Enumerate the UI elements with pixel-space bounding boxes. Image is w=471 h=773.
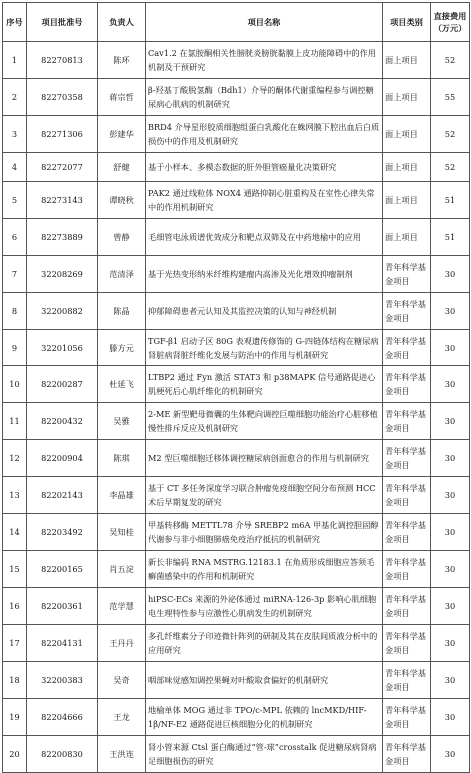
cell-title: TGF-β1 启动子区 80G 表观遗传修饰的 G-四链体结构在糖尿病肾脏病肾脏纤维化发展与防治中的作用与机制研究 [146,330,383,366]
cell-title: 基于小样本、多模态数据的肝外胆管癌量化决策研究 [146,153,383,182]
cell-category: 面上项目 [383,153,431,182]
cell-category: 面上项目 [383,182,431,219]
cell-title: 地榆单体 MOG 通过非 TPO/c-MPL 依赖的 lncMKD/HIF-1β/NF-E2 通路促进巨核细胞分化的机制研究 [146,699,383,736]
cell-approval-no: 82200432 [27,403,98,440]
cell-seq: 14 [3,514,27,551]
cell-seq: 10 [3,366,27,403]
cell-category: 面上项目 [383,219,431,256]
table-row [3,588,470,625]
cell-funding: 30 [431,699,470,736]
cell-approval-no: 32201056 [27,330,98,366]
cell-category: 青年科学基金项目 [383,625,431,662]
cell-seq: 3 [3,116,27,153]
table-row [3,440,470,477]
cell-leader: 范清泽 [98,256,146,293]
cell-category: 青年科学基金项目 [383,330,431,366]
cell-funding: 51 [431,219,470,256]
cell-approval-no: 82200361 [27,588,98,625]
cell-leader: 滕方元 [98,330,146,366]
cell-funding: 30 [431,625,470,662]
cell-title: M2 型巨噬细胞迁移体调控糖尿病创面愈合的作用与机制研究 [146,440,383,477]
cell-leader: 吴雅 [98,403,146,440]
cell-title: BRD4 介导星形胶质细胞组蛋白乳酸化在蛛网膜下腔出血后白质损伤中的作用及机制研究 [146,116,383,153]
cell-seq: 5 [3,182,27,219]
cell-category: 面上项目 [383,79,431,116]
cell-leader: 曾静 [98,219,146,256]
table-row [3,42,470,79]
table-row [3,403,470,440]
cell-seq: 7 [3,256,27,293]
cell-seq: 12 [3,440,27,477]
cell-approval-no: 82270813 [27,42,98,79]
cell-title: β-羟基丁酸脱氢酶（Bdh1）介导的酮体代谢重编程参与调控糖尿病心肌病的机制研究 [146,79,383,116]
cell-title: 毛细管电泳质谱优效成分和靶点双筛及在中药地榆中的应用 [146,219,383,256]
cell-approval-no: 82200287 [27,366,98,403]
cell-leader: 王龙 [98,699,146,736]
cell-funding: 30 [431,514,470,551]
cell-approval-no: 32200383 [27,662,98,699]
cell-leader: 王丹丹 [98,625,146,662]
cell-approval-no: 82204666 [27,699,98,736]
table-row [3,662,470,699]
cell-category: 青年科学基金项目 [383,662,431,699]
cell-category: 青年科学基金项目 [383,588,431,625]
cell-title: PAK2 通过线粒体 NOX4 通路抑制心脏重构及在室性心律失常中的作用机制研究 [146,182,383,219]
table-row [3,153,470,182]
cell-approval-no: 82203492 [27,514,98,551]
cell-title: 肾小管来源 Ctsl 蛋白酶通过“管-球”crosstalk 促进糖尿病肾病足细胞损伤的研究 [146,736,383,773]
cell-seq: 19 [3,699,27,736]
project-table [2,2,470,773]
cell-category: 青年科学基金项目 [383,514,431,551]
cell-funding: 30 [431,736,470,773]
table-row [3,79,470,116]
cell-funding: 55 [431,79,470,116]
cell-funding: 30 [431,588,470,625]
table-row [3,699,470,736]
cell-approval-no: 82272077 [27,153,98,182]
cell-category: 青年科学基金项目 [383,256,431,293]
cell-category: 面上项目 [383,42,431,79]
cell-funding: 30 [431,662,470,699]
cell-seq: 18 [3,662,27,699]
header-leader: 负责人 [98,3,146,42]
table-row [3,219,470,256]
cell-category: 青年科学基金项目 [383,477,431,514]
header-title: 项目名称 [146,3,383,42]
cell-approval-no: 82271306 [27,116,98,153]
cell-category: 青年科学基金项目 [383,551,431,588]
table-row [3,256,470,293]
table-row [3,293,470,330]
cell-category: 青年科学基金项目 [383,366,431,403]
cell-seq: 9 [3,330,27,366]
table-row [3,116,470,153]
funding-document [2,2,469,773]
header-seq: 序号 [3,3,27,42]
cell-approval-no: 82200904 [27,440,98,477]
table-row [3,736,470,773]
cell-title: 2-ME 新型靶母微囊的生体靶向调控巨噬细胞功能治疗心脏移植慢性排斥反应及机制研究 [146,403,383,440]
cell-seq: 13 [3,477,27,514]
table-body [3,42,470,773]
table-row [3,551,470,588]
cell-title: 基于光热变形纳米纤维构建瘤内高渗及光化增效抑瘤制剂 [146,256,383,293]
cell-seq: 1 [3,42,27,79]
cell-title: LTBP2 通过 Fyn 激活 STAT3 和 p38MAPK 信号通路促进心肌梗死后心肌纤维化的机制研究 [146,366,383,403]
cell-funding: 52 [431,116,470,153]
cell-leader: 杜延飞 [98,366,146,403]
table-row [3,514,470,551]
table-row [3,330,470,366]
cell-seq: 4 [3,153,27,182]
cell-category: 青年科学基金项目 [383,293,431,330]
cell-approval-no: 82273143 [27,182,98,219]
cell-funding: 30 [431,403,470,440]
table-row [3,366,470,403]
cell-leader: 陈晶 [98,293,146,330]
cell-funding: 52 [431,42,470,79]
cell-seq: 8 [3,293,27,330]
cell-title: 甲基转移酶 METTL78 介导 SREBP2 m6A 甲基化调控胆固醇代谢参与非小细胞肺癌免疫治疗抵抗的机制研究 [146,514,383,551]
cell-seq: 11 [3,403,27,440]
cell-approval-no: 32208269 [27,256,98,293]
cell-seq: 6 [3,219,27,256]
cell-approval-no: 82200830 [27,736,98,773]
cell-leader: 蒋宗哲 [98,79,146,116]
table-row [3,182,470,219]
cell-leader: 彭建华 [98,116,146,153]
cell-title: 抑郁障碍患者元认知及其监控决策的认知与神经机制 [146,293,383,330]
table-row [3,477,470,514]
cell-funding: 30 [431,293,470,330]
cell-title: Cav1.2 在氯胺酮相关性膀胱炎膀胱黏膜上皮功能障碍中的作用机制及干预研究 [146,42,383,79]
cell-title: 咽部味觉感知调控果蝇对叶酸取食偏好的机制研究 [146,662,383,699]
cell-leader: 吴知桂 [98,514,146,551]
cell-funding: 30 [431,477,470,514]
cell-funding: 51 [431,182,470,219]
cell-title: 多孔纤维素分子印迹微针阵列的研制及其在皮肤间质液分析中的应用研究 [146,625,383,662]
cell-leader: 吴奇 [98,662,146,699]
header-funding: 直接费用（万元） [431,3,470,42]
cell-category: 面上项目 [383,116,431,153]
cell-title: 新长非编码 RNA MSTRG.12183.1 在角质形成细胞应答须毛癣菌感染中的作用和机制研究 [146,551,383,588]
cell-approval-no: 32200882 [27,293,98,330]
cell-category: 青年科学基金项目 [383,736,431,773]
table-header-row [3,3,470,42]
cell-leader: 范学慧 [98,588,146,625]
cell-funding: 30 [431,330,470,366]
cell-approval-no: 82270358 [27,79,98,116]
cell-funding: 30 [431,551,470,588]
cell-approval-no: 82200165 [27,551,98,588]
cell-leader: 李晶雄 [98,477,146,514]
cell-approval-no: 82204131 [27,625,98,662]
header-approval-no: 项目批准号 [27,3,98,42]
cell-funding: 30 [431,366,470,403]
cell-funding: 30 [431,256,470,293]
cell-approval-no: 82273889 [27,219,98,256]
cell-funding: 30 [431,440,470,477]
cell-leader: 舒健 [98,153,146,182]
cell-funding: 52 [431,153,470,182]
cell-seq: 2 [3,79,27,116]
table-row [3,625,470,662]
cell-leader: 陈环 [98,42,146,79]
cell-seq: 17 [3,625,27,662]
cell-seq: 16 [3,588,27,625]
cell-category: 青年科学基金项目 [383,403,431,440]
cell-title: 基于 CT 多任务深度学习联合肿瘤免疫细胞空间分布预测 HCC 术后早期复发的研究 [146,477,383,514]
header-category: 项目类别 [383,3,431,42]
cell-category: 青年科学基金项目 [383,440,431,477]
cell-seq: 15 [3,551,27,588]
cell-leader: 谭晓秋 [98,182,146,219]
cell-leader: 陈琪 [98,440,146,477]
cell-approval-no: 82202143 [27,477,98,514]
cell-seq: 20 [3,736,27,773]
cell-title: hiPSC-ECs 来源的外泌体通过 miRNA-126-3p 影响心肌细胞电生理特性参与应激性心肌病发生的机制研究 [146,588,383,625]
cell-leader: 肖五淀 [98,551,146,588]
cell-leader: 王洪连 [98,736,146,773]
cell-category: 青年科学基金项目 [383,699,431,736]
